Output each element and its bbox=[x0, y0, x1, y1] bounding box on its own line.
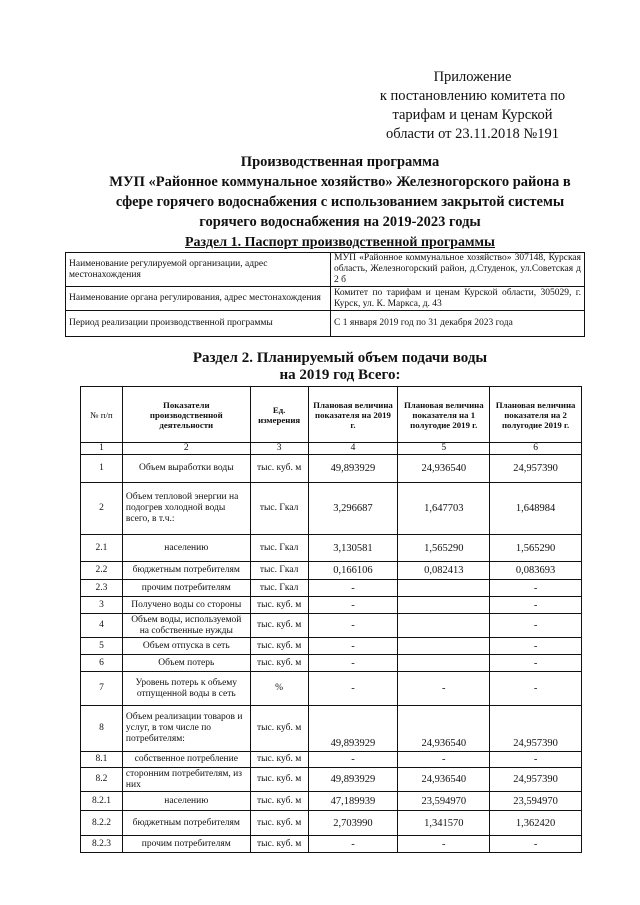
row-value-half2: 24,957390 bbox=[490, 706, 582, 752]
row-indicator: Уровень потерь к объему отпущенной воды в сеть bbox=[122, 672, 250, 706]
table-header-row bbox=[81, 387, 582, 443]
row-value-half2: - bbox=[490, 672, 582, 706]
row-unit: % bbox=[250, 672, 308, 706]
row-indicator: сторонним потребителям, из них bbox=[122, 768, 250, 792]
table-row bbox=[81, 792, 582, 811]
row-value-half2: - bbox=[490, 614, 582, 638]
row-number: 1 bbox=[81, 455, 123, 483]
row-value-half1 bbox=[398, 655, 490, 672]
column-number: 5 bbox=[398, 443, 490, 455]
table-row bbox=[81, 768, 582, 792]
column-header: Плановая величина показателя на 2019 г. bbox=[308, 387, 398, 443]
section2-heading bbox=[60, 350, 620, 384]
row-value-year: 49,893929 bbox=[308, 455, 398, 483]
table-row bbox=[66, 253, 585, 287]
column-number: 4 bbox=[308, 443, 398, 455]
row-value-half1: 24,936540 bbox=[398, 455, 490, 483]
row-number: 4 bbox=[81, 614, 123, 638]
passport-label: Наименование органа регулирования, адрес местонахождения bbox=[66, 287, 331, 311]
row-value-half2: - bbox=[490, 580, 582, 597]
column-number: 3 bbox=[250, 443, 308, 455]
row-value-half1: 1,341570 bbox=[398, 811, 490, 836]
row-number: 8.2.3 bbox=[81, 836, 123, 853]
row-value-year: 47,189939 bbox=[308, 792, 398, 811]
column-header: Ед. измерения bbox=[250, 387, 308, 443]
row-unit: тыс. Гкал bbox=[250, 483, 308, 535]
row-unit: тыс. куб. м bbox=[250, 638, 308, 655]
row-indicator: Объем выработки воды bbox=[122, 455, 250, 483]
table-row bbox=[81, 535, 582, 562]
row-unit: тыс. Гкал bbox=[250, 580, 308, 597]
table-row bbox=[81, 483, 582, 535]
row-number: 2 bbox=[81, 483, 123, 535]
passport-label: Период реализации производственной программы bbox=[66, 311, 331, 337]
row-value-half2: - bbox=[490, 655, 582, 672]
row-unit: тыс. куб. м bbox=[250, 792, 308, 811]
row-indicator: Получено воды со стороны bbox=[122, 597, 250, 614]
row-unit: тыс. куб. м bbox=[250, 836, 308, 853]
table-row bbox=[81, 638, 582, 655]
row-value-half2: 1,648984 bbox=[490, 483, 582, 535]
passport-value: МУП «Районное коммунальное хозяйство» 307148, Курская область, Железногорский район, д.Студенок, ул.Советская д 2 б bbox=[331, 253, 585, 287]
row-unit: тыс. куб. м bbox=[250, 706, 308, 752]
column-number-row bbox=[81, 443, 582, 455]
row-value-half1: - bbox=[398, 752, 490, 768]
column-number: 2 bbox=[122, 443, 250, 455]
row-number: 3 bbox=[81, 597, 123, 614]
row-unit: тыс. Гкал bbox=[250, 562, 308, 580]
row-value-year: - bbox=[308, 614, 398, 638]
row-value-half1 bbox=[398, 638, 490, 655]
row-value-half1: 1,647703 bbox=[398, 483, 490, 535]
row-number: 8.1 bbox=[81, 752, 123, 768]
passport-value: Комитет по тарифам и ценам Курской области, 305029, г. Курск, ул. К. Маркса, д. 43 bbox=[331, 287, 585, 311]
table-row bbox=[81, 836, 582, 853]
passport-label: Наименование регулируемой организации, адрес местонахождения bbox=[66, 253, 331, 287]
plan-table bbox=[80, 386, 582, 853]
row-value-half2: - bbox=[490, 638, 582, 655]
document-title bbox=[60, 152, 620, 232]
row-number: 6 bbox=[81, 655, 123, 672]
row-indicator: Объем отпуска в сеть bbox=[122, 638, 250, 655]
row-number: 8.2 bbox=[81, 768, 123, 792]
approval-line: к постановлению комитета по bbox=[379, 88, 566, 104]
row-value-half2: 0,083693 bbox=[490, 562, 582, 580]
row-value-year: 3,130581 bbox=[308, 535, 398, 562]
row-value-half1 bbox=[398, 580, 490, 597]
table-row bbox=[81, 811, 582, 836]
row-value-half2: 24,957390 bbox=[490, 455, 582, 483]
row-indicator: населению bbox=[122, 792, 250, 811]
row-value-half2: 23,594970 bbox=[490, 792, 582, 811]
row-indicator: населению bbox=[122, 535, 250, 562]
row-value-year: 49,893929 bbox=[308, 706, 398, 752]
row-value-half1: 0,082413 bbox=[398, 562, 490, 580]
row-value-year: - bbox=[308, 597, 398, 614]
passport-value: С 1 января 2019 год по 31 декабря 2023 года bbox=[331, 311, 585, 337]
row-unit: тыс. куб. м bbox=[250, 455, 308, 483]
row-unit: тыс. куб. м bbox=[250, 811, 308, 836]
row-value-half2: 24,957390 bbox=[490, 768, 582, 792]
table-row bbox=[81, 562, 582, 580]
row-value-year: - bbox=[308, 672, 398, 706]
approval-line: области от 23.11.2018 №191 bbox=[385, 126, 560, 142]
row-indicator: прочим потребителям bbox=[122, 580, 250, 597]
row-value-half1: 24,936540 bbox=[398, 706, 490, 752]
title-line: горячего водоснабжения на 2019-2023 годы bbox=[199, 214, 481, 230]
row-value-year: 2,703990 bbox=[308, 811, 398, 836]
column-header: № п/п bbox=[81, 387, 123, 443]
row-value-half1: 23,594970 bbox=[398, 792, 490, 811]
table-row bbox=[81, 706, 582, 752]
section2-heading-line: Раздел 2. Планируемый объем подачи воды bbox=[192, 350, 488, 366]
column-number: 1 bbox=[81, 443, 123, 455]
row-value-year: 49,893929 bbox=[308, 768, 398, 792]
row-unit: тыс. куб. м bbox=[250, 752, 308, 768]
row-value-year: - bbox=[308, 752, 398, 768]
row-number: 7 bbox=[81, 672, 123, 706]
row-value-half1 bbox=[398, 614, 490, 638]
row-number: 2.2 bbox=[81, 562, 123, 580]
row-number: 8.2.2 bbox=[81, 811, 123, 836]
row-unit: тыс. куб. м bbox=[250, 655, 308, 672]
column-number: 6 bbox=[490, 443, 582, 455]
row-value-half2: - bbox=[490, 597, 582, 614]
row-value-year: - bbox=[308, 638, 398, 655]
column-header: Показатели производственной деятельности bbox=[122, 387, 250, 443]
row-value-year: - bbox=[308, 836, 398, 853]
row-number: 2.1 bbox=[81, 535, 123, 562]
approval-block bbox=[360, 68, 585, 144]
column-header: Плановая величина показателя на 1 полугодие 2019 г. bbox=[398, 387, 490, 443]
row-value-half2: - bbox=[490, 836, 582, 853]
table-row bbox=[81, 455, 582, 483]
title-line: МУП «Районное коммунальное хозяйство» Железногорского района в bbox=[109, 174, 571, 190]
row-value-half1: - bbox=[398, 836, 490, 853]
passport-table bbox=[65, 252, 585, 337]
row-indicator: Объем реализации товаров и услуг, в том числе по потребителям: bbox=[122, 706, 250, 752]
table-row bbox=[81, 614, 582, 638]
row-indicator: Объем потерь bbox=[122, 655, 250, 672]
row-unit: тыс. Гкал bbox=[250, 535, 308, 562]
row-value-half2: 1,362420 bbox=[490, 811, 582, 836]
table-row bbox=[81, 752, 582, 768]
row-value-half2: - bbox=[490, 752, 582, 768]
row-unit: тыс. куб. м bbox=[250, 597, 308, 614]
table-row bbox=[81, 672, 582, 706]
row-number: 8.2.1 bbox=[81, 792, 123, 811]
row-indicator: Объем тепловой энергии на подогрев холодной воды всего, в т.ч.: bbox=[122, 483, 250, 535]
table-row bbox=[81, 580, 582, 597]
row-indicator: прочим потребителям bbox=[122, 836, 250, 853]
row-value-half1: - bbox=[398, 672, 490, 706]
section2-heading-line: на 2019 год Всего: bbox=[279, 367, 401, 383]
row-unit: тыс. куб. м bbox=[250, 768, 308, 792]
row-value-half1 bbox=[398, 597, 490, 614]
row-indicator: Объем воды, используемой на собственные нужды bbox=[122, 614, 250, 638]
section1-heading: Раздел 1. Паспорт производственной программы bbox=[185, 235, 495, 250]
approval-line: тарифам и ценам Курской bbox=[392, 107, 553, 123]
row-indicator: бюджетным потребителям bbox=[122, 562, 250, 580]
plan-table-body bbox=[81, 455, 582, 853]
table-row bbox=[66, 287, 585, 311]
row-value-year: 3,296687 bbox=[308, 483, 398, 535]
row-value-year: - bbox=[308, 655, 398, 672]
row-number: 2.3 bbox=[81, 580, 123, 597]
table-row bbox=[81, 597, 582, 614]
title-line: сфере горячего водоснабжения с использованием закрытой системы bbox=[115, 194, 565, 210]
column-header: Плановая величина показателя на 2 полугодие 2019 г. bbox=[490, 387, 582, 443]
row-value-half1: 24,936540 bbox=[398, 768, 490, 792]
approval-line: Приложение bbox=[433, 69, 512, 85]
row-value-year: 0,166106 bbox=[308, 562, 398, 580]
row-number: 5 bbox=[81, 638, 123, 655]
title-line: Производственная программа bbox=[240, 154, 440, 170]
row-value-half2: 1,565290 bbox=[490, 535, 582, 562]
table-row bbox=[81, 655, 582, 672]
row-indicator: собственное потребление bbox=[122, 752, 250, 768]
row-value-half1: 1,565290 bbox=[398, 535, 490, 562]
table-row bbox=[66, 311, 585, 337]
row-indicator: бюджетным потребителям bbox=[122, 811, 250, 836]
row-unit: тыс. куб. м bbox=[250, 614, 308, 638]
row-number: 8 bbox=[81, 706, 123, 752]
row-value-year: - bbox=[308, 580, 398, 597]
